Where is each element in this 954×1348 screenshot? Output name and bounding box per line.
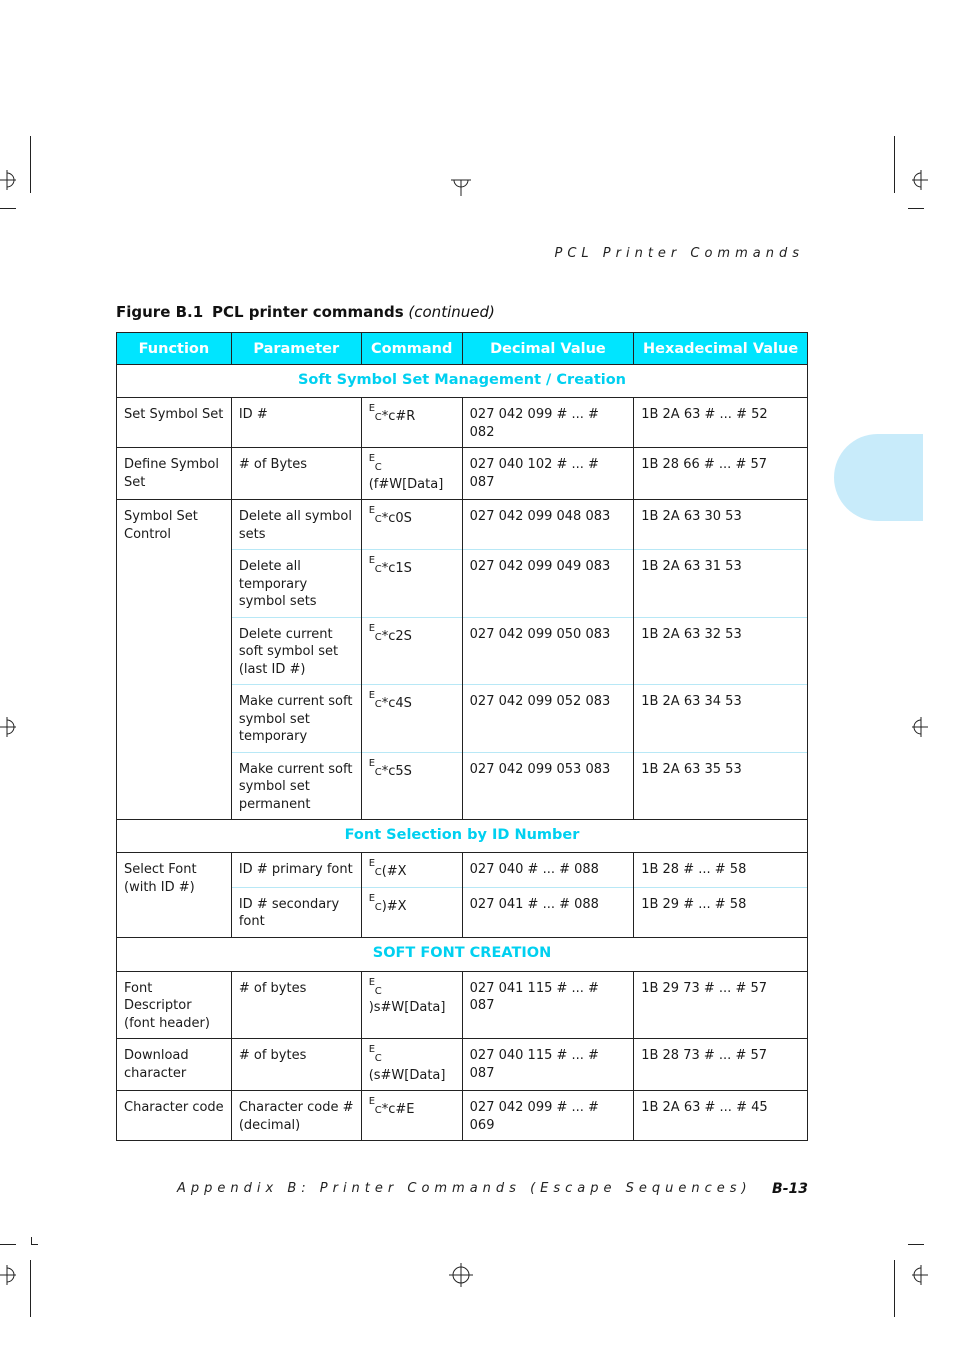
parameter-cell: # of bytes — [231, 1039, 361, 1091]
parameter-cell: Delete current soft symbol set (last ID #) — [231, 617, 361, 685]
command-cell — [361, 1091, 462, 1141]
function-cell: Character code — [117, 1091, 232, 1141]
figure-continued: (continued) — [408, 303, 495, 321]
hex-value-cell: 1B 2A 63 32 53 — [634, 617, 808, 685]
command-cell — [361, 398, 462, 448]
hex-value-cell: 1B 28 # ... # 58 — [634, 853, 808, 888]
hex-value-cell: 1B 2A 63 35 53 — [634, 752, 808, 820]
registration-mark-icon — [904, 713, 932, 741]
column-header: Decimal Value — [462, 333, 634, 365]
command-cell — [361, 971, 462, 1039]
command-cell — [361, 1039, 462, 1091]
table-row — [117, 1091, 808, 1141]
decimal-value-cell: 027 041 115 # ... # 087 — [462, 971, 634, 1039]
command-text: (#X — [381, 864, 407, 879]
parameter-cell: ID # primary font — [231, 853, 361, 888]
escape-char-icon: E C — [368, 690, 382, 710]
escape-char-icon: E C — [368, 403, 382, 423]
table-row — [117, 853, 808, 888]
table-row — [117, 448, 808, 500]
escape-char-icon: E C — [368, 892, 382, 913]
registration-mark-icon — [0, 166, 28, 194]
escape-char-icon: E C — [368, 555, 382, 575]
command-cell — [361, 550, 462, 618]
decimal-value-cell: 027 042 099 048 083 — [462, 500, 634, 550]
decimal-value-cell: 027 041 # ... # 088 — [462, 887, 634, 937]
escape-char-icon: E C — [368, 505, 382, 525]
parameter-cell: # of Bytes — [231, 448, 361, 500]
running-head: PCL Printer Commands — [554, 246, 804, 261]
escape-char-icon: E C — [368, 622, 382, 643]
command-text: *c#E — [381, 1102, 415, 1117]
section-title: SOFT FONT CREATION — [117, 937, 808, 971]
table-body — [117, 365, 808, 1141]
command-cell — [361, 752, 462, 820]
function-cell: Select Font (with ID #) — [117, 853, 232, 938]
decimal-value-cell: 027 040 # ... # 088 — [462, 853, 634, 888]
column-header: Command — [361, 333, 462, 365]
command-cell — [361, 500, 462, 550]
command-text: *c2S — [381, 628, 412, 644]
section-row — [117, 937, 808, 971]
table-row — [117, 398, 808, 448]
section-row — [117, 365, 808, 398]
function-cell: Define Symbol Set — [117, 448, 232, 500]
parameter-cell: ID # — [231, 398, 361, 448]
function-cell: Download character — [117, 1039, 232, 1091]
section-title: Font Selection by ID Number — [117, 820, 808, 853]
hex-value-cell: 1B 2A 63 # ... # 52 — [634, 398, 808, 448]
escape-char-icon: E C — [368, 976, 382, 997]
function-cell: Symbol Set Control — [117, 500, 232, 820]
pcl-commands-table — [116, 332, 808, 1141]
command-text: *c0S — [381, 511, 412, 526]
crop-mark — [30, 1260, 31, 1317]
hex-value-cell: 1B 29 # ... # 58 — [634, 887, 808, 937]
crop-mark — [894, 136, 895, 193]
decimal-value-cell: 027 042 099 053 083 — [462, 752, 634, 820]
command-text: *c1S — [381, 561, 412, 576]
registration-mark-icon — [904, 1261, 932, 1289]
table-row — [117, 500, 808, 550]
hex-value-cell: 1B 28 66 # ... # 57 — [634, 448, 808, 500]
table-row — [117, 1039, 808, 1091]
column-header: Function — [117, 333, 232, 365]
decimal-value-cell: 027 042 099 049 083 — [462, 550, 634, 618]
figure-number: Figure B.1 — [116, 303, 204, 321]
function-cell: Set Symbol Set — [117, 398, 232, 448]
crop-mark — [908, 208, 924, 209]
escape-char-icon: E C — [368, 453, 382, 473]
decimal-value-cell: 027 040 102 # ... # 087 — [462, 448, 634, 500]
hex-value-cell: 1B 29 73 # ... # 57 — [634, 971, 808, 1039]
parameter-cell: Make current soft symbol set temporary — [231, 685, 361, 753]
crop-mark — [894, 1260, 895, 1317]
command-cell — [361, 617, 462, 685]
command-text: )s#W[Data] — [368, 1000, 446, 1015]
crop-mark — [0, 1244, 16, 1245]
crop-mark — [30, 136, 31, 193]
crop-mark — [0, 208, 16, 209]
parameter-cell: # of bytes — [231, 971, 361, 1039]
escape-char-icon: E C — [368, 858, 382, 878]
hex-value-cell: 1B 2A 63 31 53 — [634, 550, 808, 618]
crop-mark — [908, 1244, 924, 1245]
registration-mark-icon — [447, 172, 475, 200]
chapter-tab-marker — [834, 434, 923, 521]
registration-mark-icon — [0, 713, 28, 741]
registration-mark-icon — [447, 1261, 475, 1289]
column-header: Parameter — [231, 333, 361, 365]
table-header-row — [117, 333, 808, 365]
command-text: *c#R — [381, 409, 416, 424]
escape-char-icon: E C — [368, 1096, 382, 1116]
escape-char-icon: E C — [368, 757, 382, 778]
hex-value-cell: 1B 2A 63 # ... # 45 — [634, 1091, 808, 1141]
command-text: (f#W[Data] — [368, 476, 444, 492]
figure-title: PCL printer commands — [212, 303, 404, 321]
section-row — [117, 820, 808, 853]
parameter-cell: Make current soft symbol set permanent — [231, 752, 361, 820]
command-text: (s#W[Data] — [368, 1067, 446, 1083]
command-text: *c5S — [381, 763, 412, 779]
registration-mark-icon — [904, 166, 932, 194]
parameter-cell: Character code # (decimal) — [231, 1091, 361, 1141]
command-text: *c4S — [381, 696, 412, 711]
decimal-value-cell: 027 042 099 # ... # 069 — [462, 1091, 634, 1141]
hex-value-cell: 1B 2A 63 30 53 — [634, 500, 808, 550]
parameter-cell: Delete all temporary symbol sets — [231, 550, 361, 618]
decimal-value-cell: 027 042 099 # ... # 082 — [462, 398, 634, 448]
command-cell — [361, 448, 462, 500]
command-cell — [361, 887, 462, 937]
decimal-value-cell: 027 042 099 050 083 — [462, 617, 634, 685]
crop-mark — [31, 1244, 38, 1245]
parameter-cell: Delete all symbol sets — [231, 500, 361, 550]
hex-value-cell: 1B 2A 63 34 53 — [634, 685, 808, 753]
hex-value-cell: 1B 28 73 # ... # 57 — [634, 1039, 808, 1091]
table-row — [117, 971, 808, 1039]
footer-text: Appendix B: Printer Commands (Escape Sequences) — [177, 1181, 752, 1196]
command-cell — [361, 685, 462, 753]
figure-caption — [116, 303, 495, 321]
escape-char-icon: E C — [368, 1044, 382, 1064]
command-text: )#X — [381, 898, 407, 914]
section-title: Soft Symbol Set Management / Creation — [117, 365, 808, 398]
registration-mark-icon — [0, 1261, 28, 1289]
function-cell: Font Descriptor (font header) — [117, 971, 232, 1039]
page-number: B-13 — [772, 1181, 808, 1197]
parameter-cell: ID # secondary font — [231, 887, 361, 937]
decimal-value-cell: 027 040 115 # ... # 087 — [462, 1039, 634, 1091]
decimal-value-cell: 027 042 099 052 083 — [462, 685, 634, 753]
column-header: Hexadecimal Value — [634, 333, 808, 365]
command-cell — [361, 853, 462, 888]
